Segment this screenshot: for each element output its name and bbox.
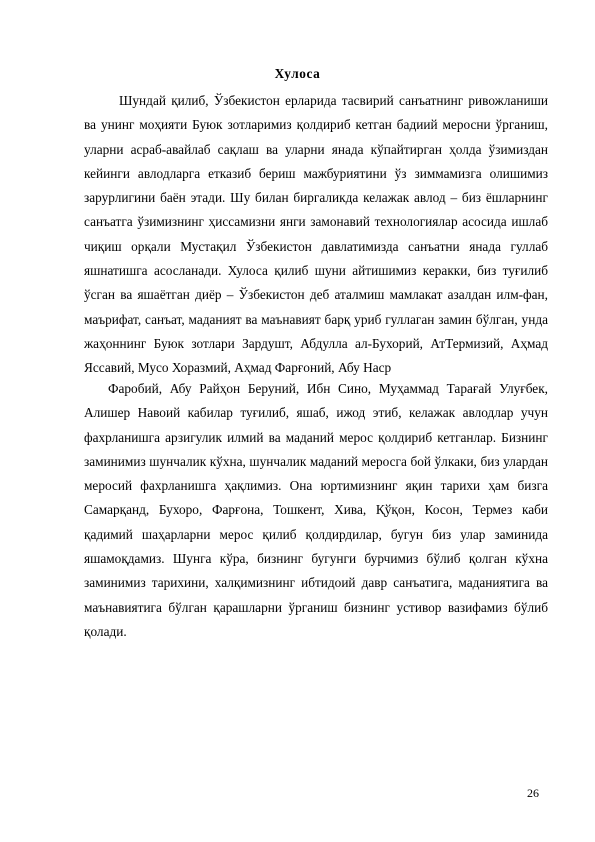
body-paragraph-1: Шундай қилиб, Ўзбекистон ерларида тасвирий санъатнинг ривожланиши ва унинг моҳияти Буюк зотларимиз қолдириб кетган бадиий меросни ўрганиш, уларни асраб-авайлаб сақлаш ва уларни янада кўпайтирган ҳолда ўзимиздан кейинги авлодларга етказиб бериш мажбуриятини ўз зиммамизга олишимиз зарурлигини баён этади. Шу билан биргаликда келажак авлод – биз ёшларнинг санъатга ўзимизнинг ҳиссамизни янги замонавий технологиялар асосида ишлаб чиқиш орқали Мустақил Ўзбекистон давлатимизда санъатни янада гуллаб яшнатишга асосланади. Хулоса қилиб шуни айтишимиз керакки, биз туғилиб ўсган ва яшаётган диёр – Ўзбекистон деб аталмиш мамлакат азалдан илм-фан, маърифат, санъат, маданият ва маънавият барқ уриб гуллаган замин бўлган, унда жаҳоннинг Буюк зотлари Зардушт, Абдулла ал-Бухорий, АтТермизий, Аҳмад Яссавий, Мусо Хоразмий, Аҳмад Фарғоний, Абу Наср [84, 93, 548, 376]
page-number: 26 [527, 786, 539, 800]
body-paragraph-2: Фаробий, Абу Райҳон Беруний, Ибн Сино, Муҳаммад Тарағай Улуғбек, Алишер Навоий кабилар туғилиб, яшаб, ижод этиб, келажак авлодлар учун фахрланишга арзигулик илмий ва маданий мерос қолдириб кетганлар. Бизнинг заминимиз шунчалик кўхна, шунчалик маданий меросга бой ўлкаки, биз улардан меросий фахрланишга ҳақлимиз. Она юртимизнинг яқин тарихи ҳам бизга Самарқанд, Бухоро, Фарғона, Тошкент, Хива, Қўқон, Косон, Термез каби қадимий шаҳарларни мерос қилиб қолдирдилар, бугун биз улар заминида яшамоқдамиз. Шунга кўра, бизнинг бугунги бурчимиз бўлиб қолган кўхна заминимиз тарихини, халқимизнинг ибтидоий давр санъатига, маданиятига ва маънавиятига бўлган қарашларни ўрганиш бизнинг устивор вазифамиз бўлиб қолади. [84, 381, 548, 639]
page-title: Хулоса [274, 66, 321, 81]
